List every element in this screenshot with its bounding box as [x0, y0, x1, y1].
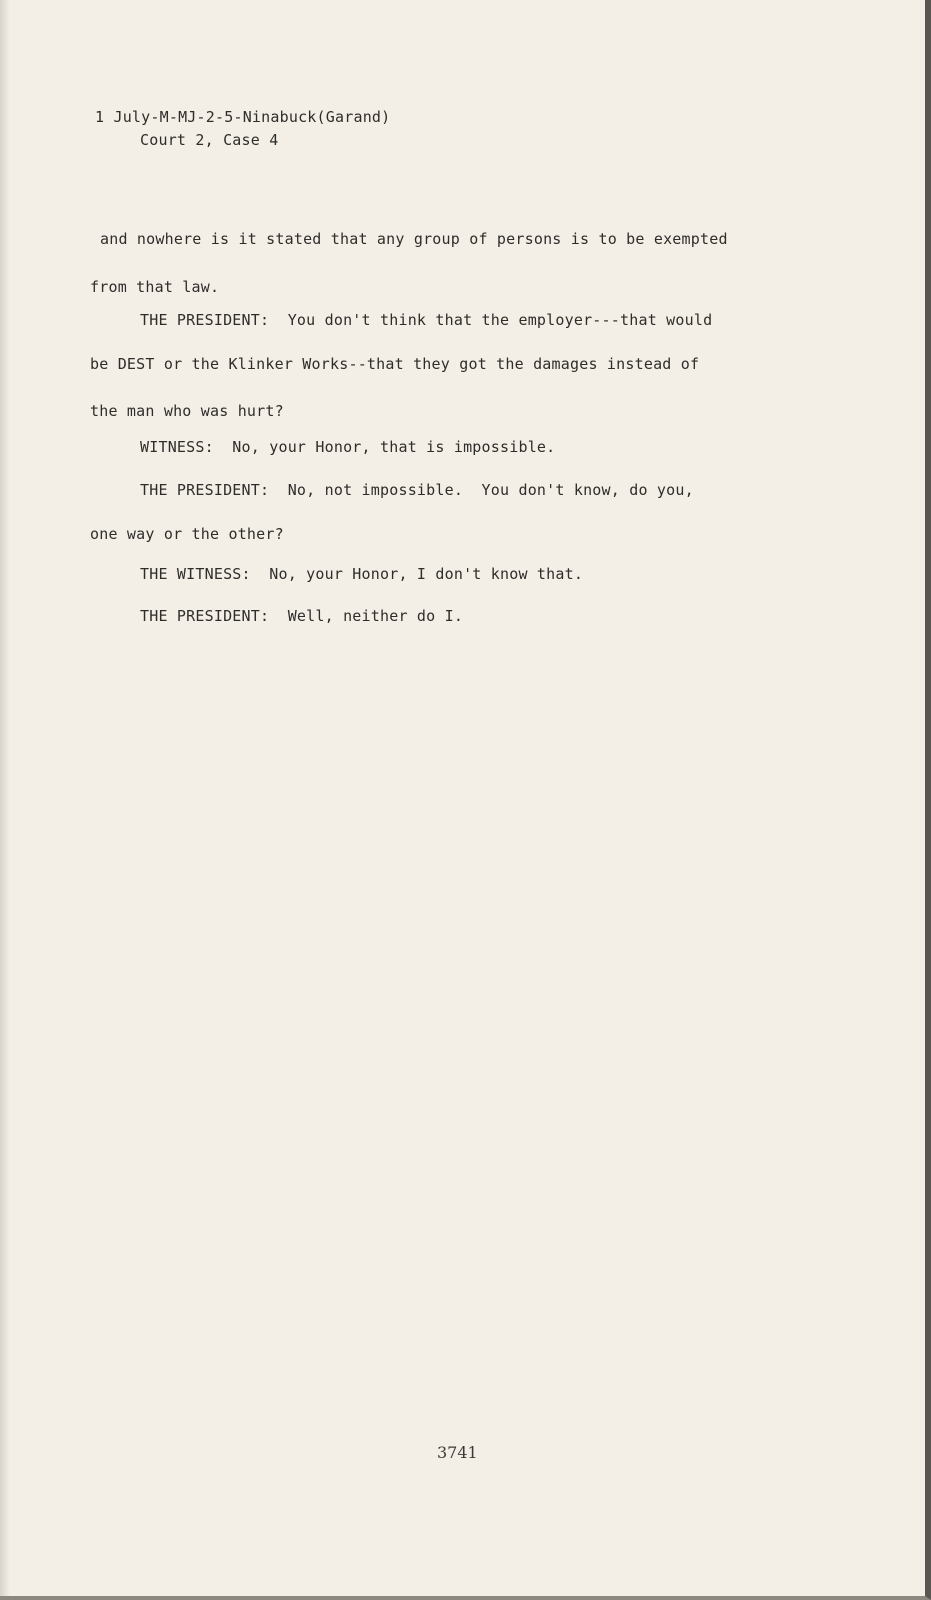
- header-reference: 1 July-M-MJ-2-5-Ninabuck(Garand): [95, 108, 391, 126]
- transcript-line: WITNESS: No, your Honor, that is impossible.: [140, 438, 556, 456]
- transcript-line: the man who was hurt?: [90, 402, 284, 420]
- transcript-line: and nowhere is it stated that any group of persons is to be exempted: [100, 230, 728, 248]
- transcript-line: THE PRESIDENT: You don't think that the employer---that would: [140, 311, 713, 329]
- transcript-line: be DEST or the Klinker Works--that they got the damages instead of: [90, 355, 700, 373]
- typed-transcript: [0, 0, 925, 625]
- transcript-line: THE PRESIDENT: Well, neither do I.: [140, 607, 464, 625]
- transcript-line: one way or the other?: [90, 525, 284, 543]
- transcript-line: THE WITNESS: No, your Honor, I don't know that.: [140, 565, 584, 583]
- page-number: 3741: [437, 1443, 478, 1462]
- transcript-line: THE PRESIDENT: No, not impossible. You don't know, do you,: [140, 481, 694, 499]
- header-court-case: Court 2, Case 4: [140, 131, 279, 149]
- transcript-line: from that law.: [90, 278, 220, 296]
